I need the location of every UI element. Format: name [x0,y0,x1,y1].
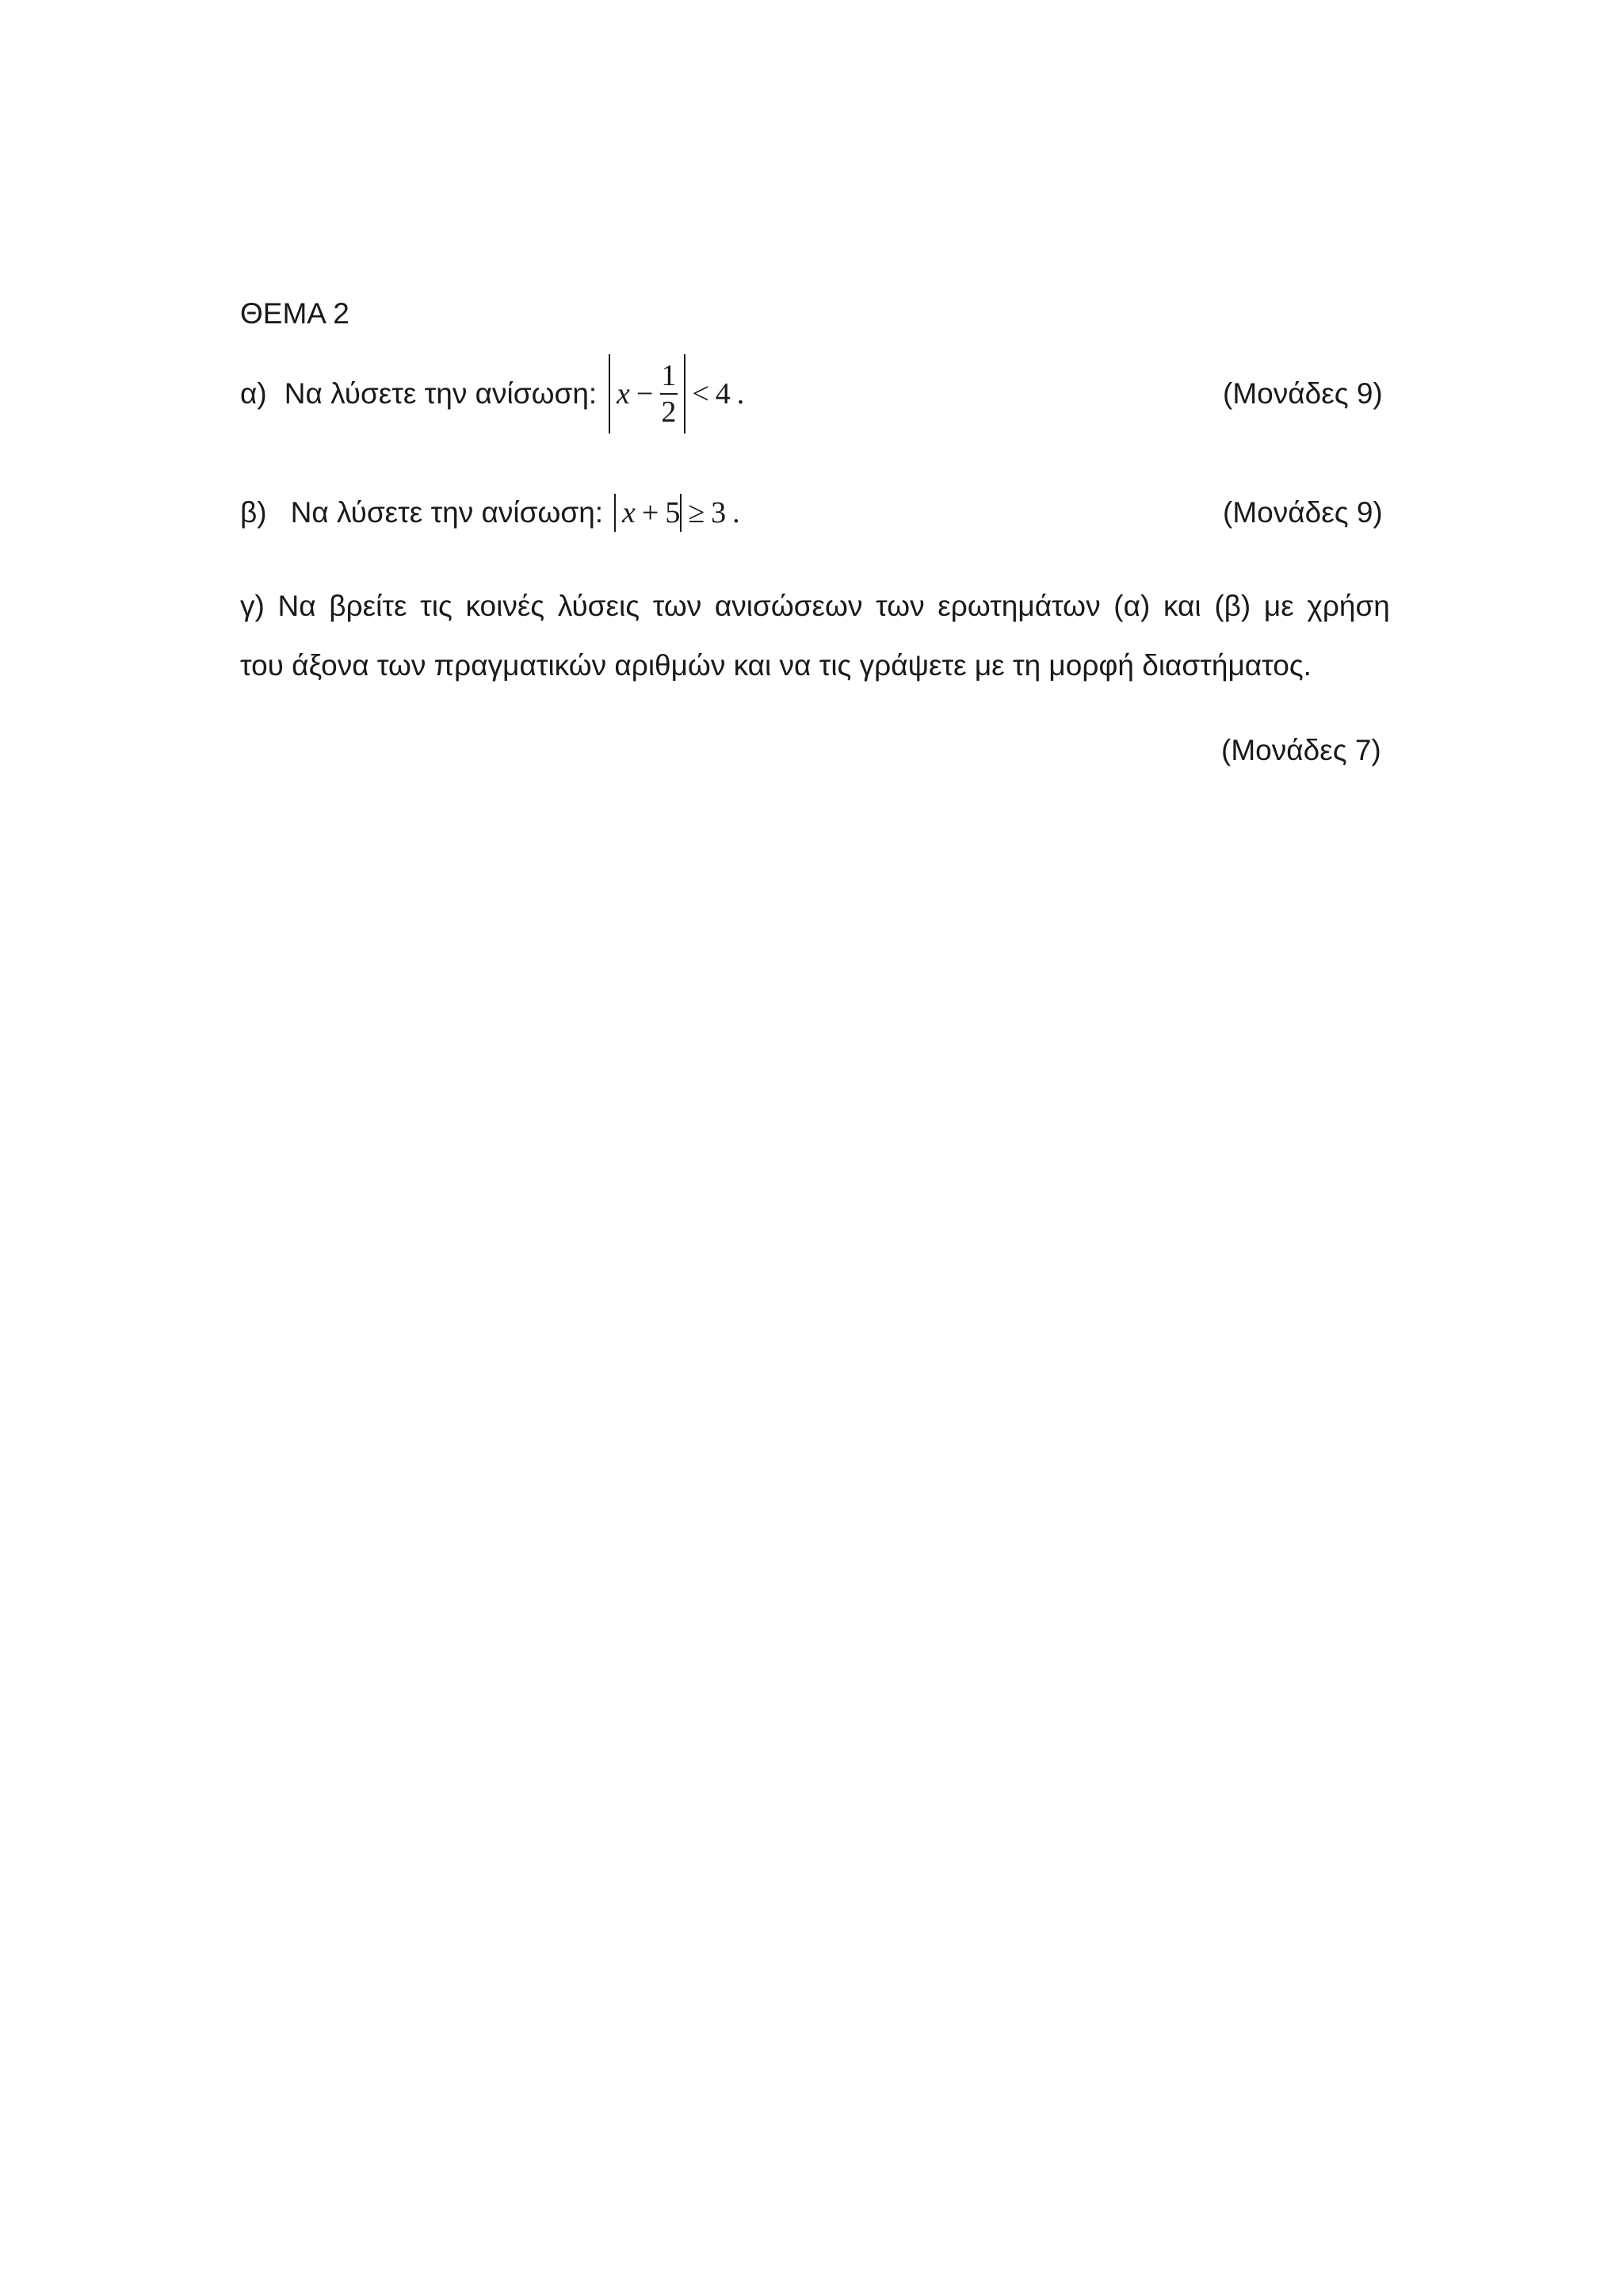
question-g-line-2: του άξονα των πραγματικών αριθμών και να τις γράψετε με τη μορφή διαστήματος. [240,649,1312,682]
question-a [240,376,597,411]
question-g-word: βρείτε [329,590,407,622]
question-g-word: των [652,590,702,622]
question-a-marks: (Μονάδες 9) [1223,377,1383,410]
question-g-word: ανισώσεων [714,590,863,622]
math-relation: < [692,377,709,411]
abs-bar-left [609,354,610,434]
question-g-word: λύσεις [557,590,640,622]
abs-bar-right [684,354,685,434]
math-variable: x [617,377,630,411]
abs-bar-right [680,494,682,532]
question-g-label: γ) [240,590,265,622]
question-g-line-1 [240,589,1390,624]
math-end: . [736,377,745,411]
question-g-word: των [876,590,925,622]
fraction-denominator: 2 [661,395,677,429]
question-b-text: Να λύσετε την ανίσωση: [290,496,604,529]
question-g-word: ερωτημάτων [938,590,1101,622]
math-rhs: 3 [711,496,727,529]
math-variable: x [622,496,636,529]
question-g-word: (β) [1214,590,1251,622]
math-end: . [732,496,740,529]
math-relation: ≥ [688,496,705,529]
question-b-label: β) [240,496,267,529]
fraction-numerator: 1 [661,359,677,392]
math-constant: 5 [665,496,681,529]
question-g-word: και [1163,590,1201,622]
question-a-text: Να λύσετε την ανίσωση: [284,377,598,410]
question-g-marks: (Μονάδες 7) [1221,734,1381,766]
question-b [240,495,603,530]
question-g-word: κοινές [465,590,545,622]
question-b-marks: (Μονάδες 9) [1223,496,1383,529]
question-g-words [240,589,1390,624]
question-a-label: α) [240,377,267,410]
question-g-word: τις [420,590,453,622]
math-rhs: 4 [715,377,731,411]
section-title: ΘΕΜΑ 2 [240,297,349,330]
abs-bar-left [614,494,616,532]
math-operator: + [641,496,659,529]
question-g-word: (α) [1113,590,1151,622]
question-g-word: με [1263,590,1294,622]
question-a-formula [609,350,744,437]
math-operator: − [636,377,654,411]
question-g-word: χρήση [1307,590,1390,622]
question-g-word: Να [277,590,316,622]
math-fraction [658,358,679,430]
question-b-formula [614,491,740,534]
